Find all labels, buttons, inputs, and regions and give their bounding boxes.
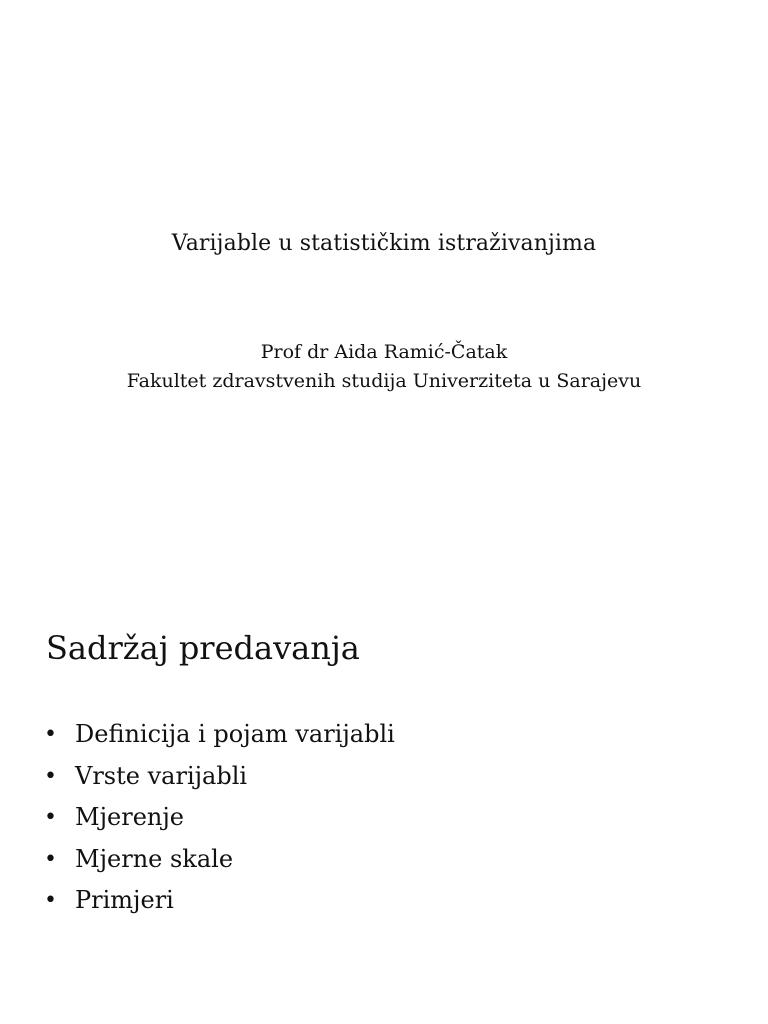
- slide-title: Varijable u statističkim istraživanjima: [171, 231, 597, 256]
- contents-slide: [0, 576, 768, 1024]
- author-affiliation: Fakultet zdravstvenih studija Univerziteta u Sarajevu: [126, 370, 642, 392]
- list-item-label: Mjerenje: [75, 803, 184, 832]
- author-name: Prof dr Aida Ramić-Čatak: [260, 341, 508, 363]
- bullet-icon: •: [44, 805, 57, 831]
- list-item-label: Mjerne skale: [75, 844, 234, 873]
- bullet-icon: •: [44, 888, 57, 914]
- list-item-definicija: [44, 714, 395, 756]
- contents-heading: Sadržaj predavanja: [46, 629, 360, 667]
- list-item-primjeri: [44, 880, 395, 922]
- list-item-mjerne-skale: [44, 839, 395, 881]
- list-item-label: Vrste varijabli: [75, 761, 248, 790]
- list-item-label: Definicija i pojam varijabli: [75, 720, 395, 748]
- bullet-icon: •: [44, 846, 57, 872]
- list-item-vrste: [44, 756, 395, 798]
- bullet-icon: •: [44, 763, 57, 789]
- list-item-mjerenje: [44, 797, 395, 839]
- contents-list: [44, 714, 395, 922]
- list-item-label: Primjeri: [75, 886, 174, 915]
- slide-subtitle: [0, 338, 768, 396]
- bullet-icon: •: [44, 722, 57, 747]
